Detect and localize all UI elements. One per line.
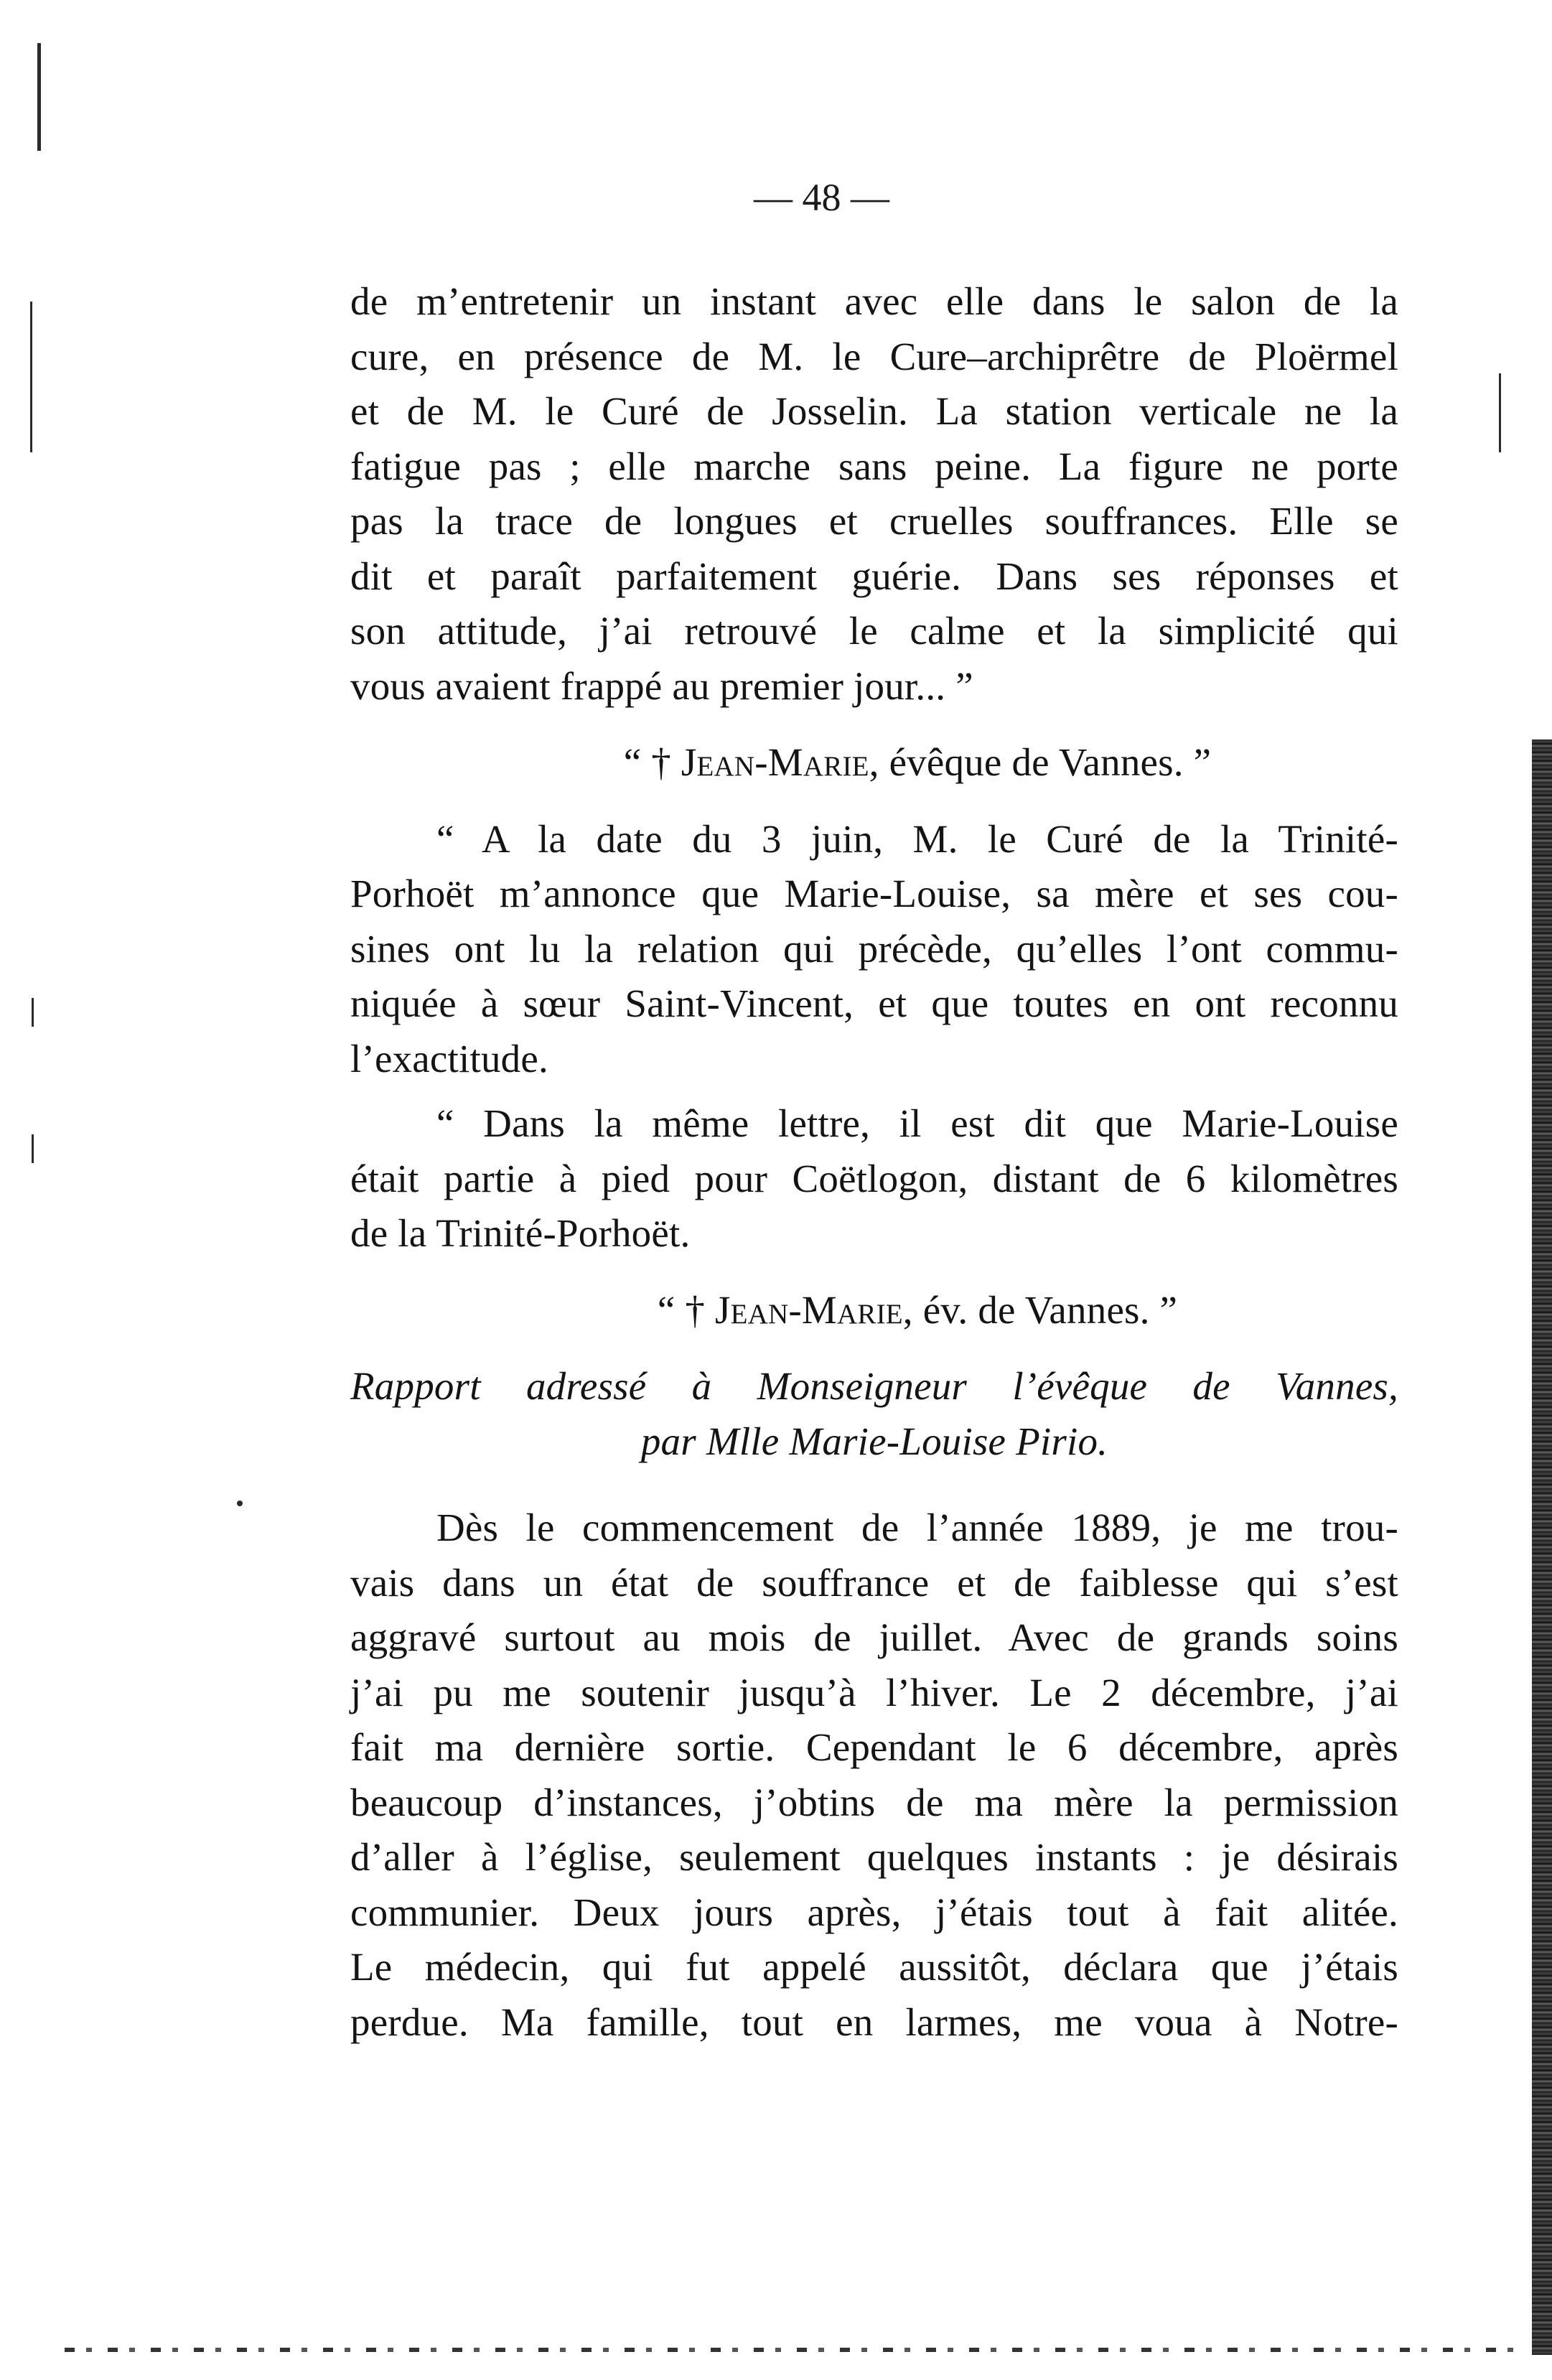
text-line: Dès le commencement de l’année 1889, je me trou- bbox=[436, 1506, 1398, 1549]
text-line: beaucoup d’instances, j’obtins de ma mère la permission bbox=[350, 1780, 1398, 1824]
text-line: Le médecin, qui fut appelé aussitôt, déclara que j’étais bbox=[350, 1945, 1398, 1989]
text-line: dit et paraît parfaitement guérie. Dans ses réponses et bbox=[350, 554, 1398, 598]
section-heading bbox=[350, 1359, 1398, 1469]
text-line: “ A la date du 3 juin, M. le Curé de la Trinité- bbox=[436, 816, 1398, 861]
text-line: j’ai pu me soutenir jusqu’à l’hiver. Le 2 décembre, j’ai bbox=[350, 1670, 1398, 1714]
scan-edge-mark bbox=[37, 43, 41, 151]
signature-title: , év. de Vannes. ” bbox=[902, 1287, 1178, 1332]
text-line: sines ont lu la relation qui précède, qu’elles l’ont commu- bbox=[350, 926, 1398, 971]
text-line: cure, en présence de M. le Cure–archiprêtre de Ploërmel bbox=[350, 334, 1398, 378]
scan-edge-mark bbox=[1499, 373, 1501, 452]
text-line: d’aller à l’église, seulement quelques instants : je désirais bbox=[350, 1835, 1398, 1879]
text-line: pas la trace de longues et cruelles souffrances. Elle se bbox=[350, 499, 1398, 543]
text-line: aggravé surtout au mois de juillet. Avec de grands soins bbox=[350, 1615, 1398, 1659]
scan-bottom-noise bbox=[65, 2348, 1515, 2352]
text-line: son attitude, j’ai retrouvé le calme et la simplicité qui bbox=[350, 609, 1398, 653]
text-line: et de M. le Curé de Josselin. La station verticale ne la bbox=[350, 389, 1398, 433]
scan-edge-mark bbox=[32, 1134, 34, 1163]
heading-line: Rapport adressé à Monseigneur l’évêque de Vannes, bbox=[350, 1364, 1398, 1408]
text-line: Porhoët m’annonce que Marie-Louise, sa mère et ses cou- bbox=[350, 872, 1398, 915]
report-paragraph bbox=[350, 1501, 1398, 2050]
signature bbox=[350, 735, 1398, 790]
letter-paragraph bbox=[350, 274, 1398, 714]
heading-line: par Mlle Marie-Louise Pirio. bbox=[640, 1419, 1108, 1463]
text-line: fait ma dernière sortie. Cependant le 6 décembre, après bbox=[350, 1725, 1398, 1769]
page-text bbox=[350, 274, 1398, 2050]
signature bbox=[350, 1283, 1398, 1338]
text-line: vous avaient frappé au premier jour... ” bbox=[350, 663, 973, 708]
letter-paragraph bbox=[350, 812, 1398, 1087]
page-binding-edge bbox=[1532, 739, 1552, 2355]
signature-name: Jean-Marie bbox=[715, 1287, 903, 1332]
letter-paragraph bbox=[350, 1096, 1398, 1261]
text-line: perdue. Ma famille, tout en larmes, me voua à Notre- bbox=[350, 1999, 1398, 2044]
page-number: — 48 — bbox=[754, 176, 889, 219]
text-line: de la Trinité-Porhoët. bbox=[350, 1211, 691, 1255]
text-line: niquée à sœur Saint-Vincent, et que toutes en ont reconnu bbox=[350, 981, 1398, 1025]
text-line: fatigue pas ; elle marche sans peine. La figure ne porte bbox=[350, 444, 1398, 488]
text-line: “ Dans la même lettre, il est dit que Marie-Louise bbox=[436, 1101, 1398, 1145]
scan-edge-mark bbox=[237, 1501, 243, 1506]
text-line: communier. Deux jours après, j’étais tout à fait alitée. bbox=[350, 1890, 1398, 1934]
scan-edge-mark bbox=[30, 302, 32, 452]
scan-edge-mark bbox=[32, 998, 34, 1027]
signature-name: Jean-Marie bbox=[681, 740, 869, 784]
text-line: était partie à pied pour Coëtlogon, distant de 6 kilomètres bbox=[350, 1156, 1398, 1200]
signature-prefix: “ † bbox=[657, 1287, 716, 1332]
text-line: de m’entretenir un instant avec elle dans le salon de la bbox=[350, 279, 1398, 323]
signature-title: , évêque de Vannes. ” bbox=[869, 740, 1212, 784]
signature-prefix: “ † bbox=[623, 740, 681, 784]
text-line: l’exactitude. bbox=[350, 1036, 548, 1081]
text-line: vais dans un état de souffrance et de faiblesse qui s’est bbox=[350, 1560, 1398, 1605]
